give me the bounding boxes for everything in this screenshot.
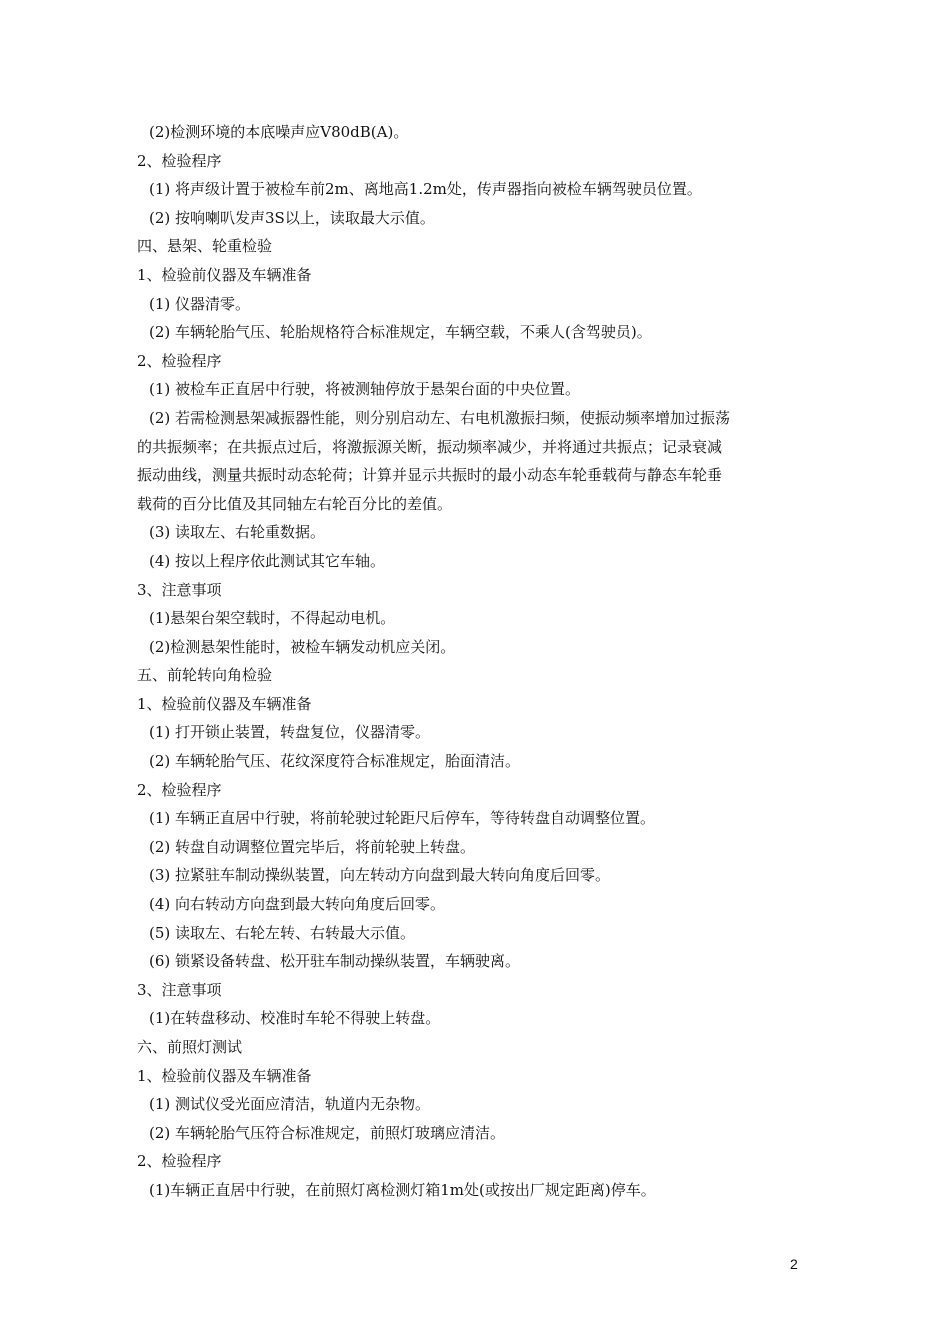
- text-line: (4) 按以上程序依此测试其它车轴。: [149, 551, 386, 570]
- text-line: 3、注意事项: [137, 580, 222, 599]
- text-line: (2) 若需检测悬架减振器性能，则分别启动左、右电机激振扫频，使振动频率增加过振荡: [149, 408, 731, 427]
- text-line: 1、检验前仪器及车辆准备: [137, 694, 312, 713]
- text-line: 的共振频率；在共振点过后，将激振源关断，振动频率减少，并将通过共振点；记录衰减: [137, 437, 723, 456]
- text-line: (1) 测试仪受光面应清洁，轨道内无杂物。: [149, 1095, 431, 1114]
- text-line: 六、前照灯测试: [137, 1038, 243, 1056]
- text-line: (2)检测悬架性能时，被检车辆发动机应关闭。: [149, 637, 456, 656]
- document-body: [137, 118, 827, 1205]
- text-line: (1)悬架台架空载时，不得起动电机。: [149, 609, 396, 628]
- text-line: (1) 打开锁止装置，转盘复位，仪器清零。: [149, 723, 431, 742]
- text-line: 1、检验前仪器及车辆准备: [137, 265, 312, 284]
- text-line: 2、检验程序: [137, 151, 222, 170]
- text-line: (3) 读取左、右轮重数据。: [149, 523, 326, 542]
- text-line: 2、检验程序: [137, 780, 222, 799]
- text-line: (2)检测环境的本底噪声应V80dB(A)。: [149, 123, 409, 141]
- text-line: 五、前轮转向角检验: [137, 666, 273, 685]
- text-line: 载荷的百分比值及其同轴左右轮百分比的差值。: [137, 494, 453, 513]
- text-line: (4) 向右转动方向盘到最大转向角度后回零。: [149, 895, 446, 914]
- text-line: (2) 按响喇叭发声3S以上，读取最大示值。: [149, 208, 435, 227]
- text-line: (5) 读取左、右轮左转、右转最大示值。: [149, 923, 416, 942]
- text-line: 3、注意事项: [137, 980, 222, 999]
- text-line: (1)车辆正直居中行驶，在前照灯离检测灯箱1m处(或按出厂规定距离)停车。: [149, 1180, 656, 1199]
- text-line: (6) 锁紧设备转盘、松开驻车制动操纵装置，车辆驶离。: [149, 952, 521, 971]
- text-line: (2) 车辆轮胎气压符合标准规定，前照灯玻璃应清洁。: [149, 1123, 506, 1142]
- text-line: (3) 拉紧驻车制动操纵装置，向左转动方向盘到最大转向角度后回零。: [149, 866, 611, 885]
- text-line: (2) 转盘自动调整位置完毕后，将前轮驶上转盘。: [149, 837, 476, 856]
- text-line: (1) 车辆正直居中行驶，将前轮驶过轮距尺后停车，等待转盘自动调整位置。: [149, 809, 656, 828]
- text-line: 2、检验程序: [137, 351, 222, 370]
- text-line: (1)在转盘移动、校准时车轮不得驶上转盘。: [149, 1009, 441, 1028]
- text-line: 1、检验前仪器及车辆准备: [137, 1066, 312, 1085]
- text-line: 振动曲线，测量共振时动态轮荷；计算并显示共振时的最小动态车轮垂载荷与静态车轮垂: [137, 466, 723, 485]
- text-line: 2、检验程序: [137, 1152, 222, 1171]
- text-line: (1) 将声级计置于被检车前2m、离地高1.2m处，传声器指向被检车辆驾驶员位置。: [149, 180, 702, 199]
- text-line: 四、悬架、轮重检验: [137, 237, 273, 256]
- text-line: (2) 车辆轮胎气压、花纹深度符合标准规定，胎面清洁。: [149, 752, 521, 771]
- text-line: (1) 仪器清零。: [149, 294, 251, 313]
- page-number: 2: [790, 1256, 798, 1272]
- text-line: (1) 被检车正直居中行驶，将被测轴停放于悬架台面的中央位置。: [149, 380, 581, 399]
- text-line: (2) 车辆轮胎气压、轮胎规格符合标准规定，车辆空载，不乘人(含驾驶员)。: [149, 323, 652, 342]
